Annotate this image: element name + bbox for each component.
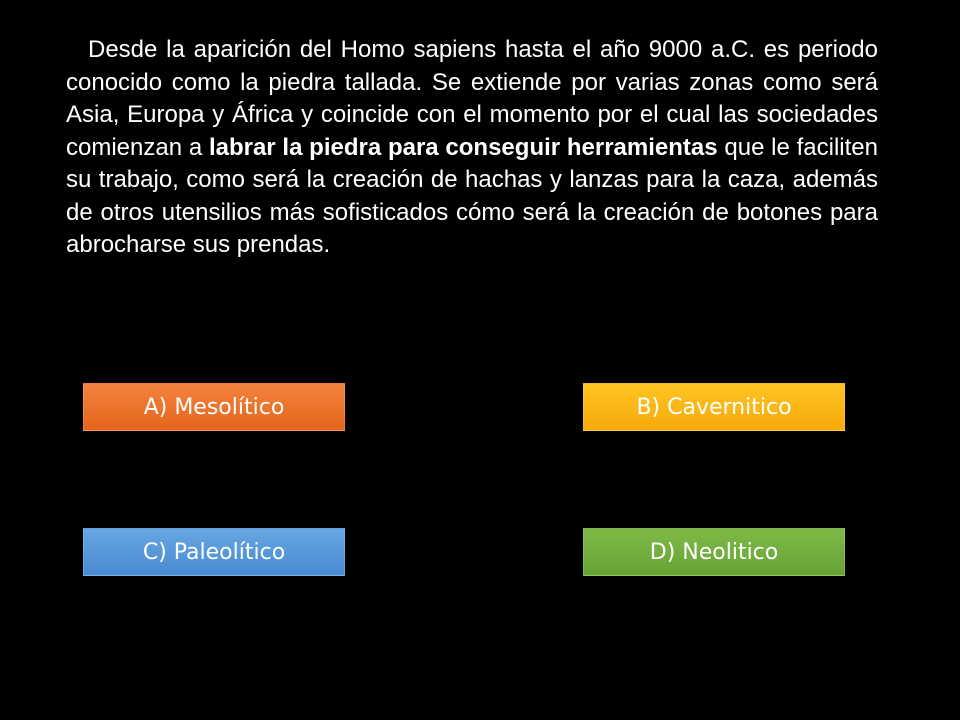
question-text-highlight: labrar la piedra para conseguir herramientas xyxy=(208,133,718,161)
answer-d-label: D) Neolitico xyxy=(649,539,779,565)
answer-d-button[interactable] xyxy=(583,528,845,576)
answer-b-label: B) Cavernitico xyxy=(636,394,792,420)
answer-a-label: A) Mesolítico xyxy=(143,394,285,420)
question-text-part2: que le faciliten su trabajo, como será la creación de hachas y lanzas para la caza, además de otros utensilios más sofisticados cómo será la creación de botones para abrocharse sus prendas. xyxy=(66,133,878,258)
answer-a-button[interactable] xyxy=(83,383,345,431)
question-text xyxy=(66,34,878,262)
answer-c-label: C) Paleolítico xyxy=(142,539,286,565)
answer-c-button[interactable] xyxy=(83,528,345,576)
answer-b-button[interactable] xyxy=(583,383,845,431)
question-text-part1: Desde la aparición del Homo sapiens hasta el año 9000 a.C. es periodo conocido como la piedra tallada. Se extiende por varias zonas como será Asia, Europa y África y coincide con el momento por el cual las sociedades comienzan a xyxy=(66,36,878,161)
